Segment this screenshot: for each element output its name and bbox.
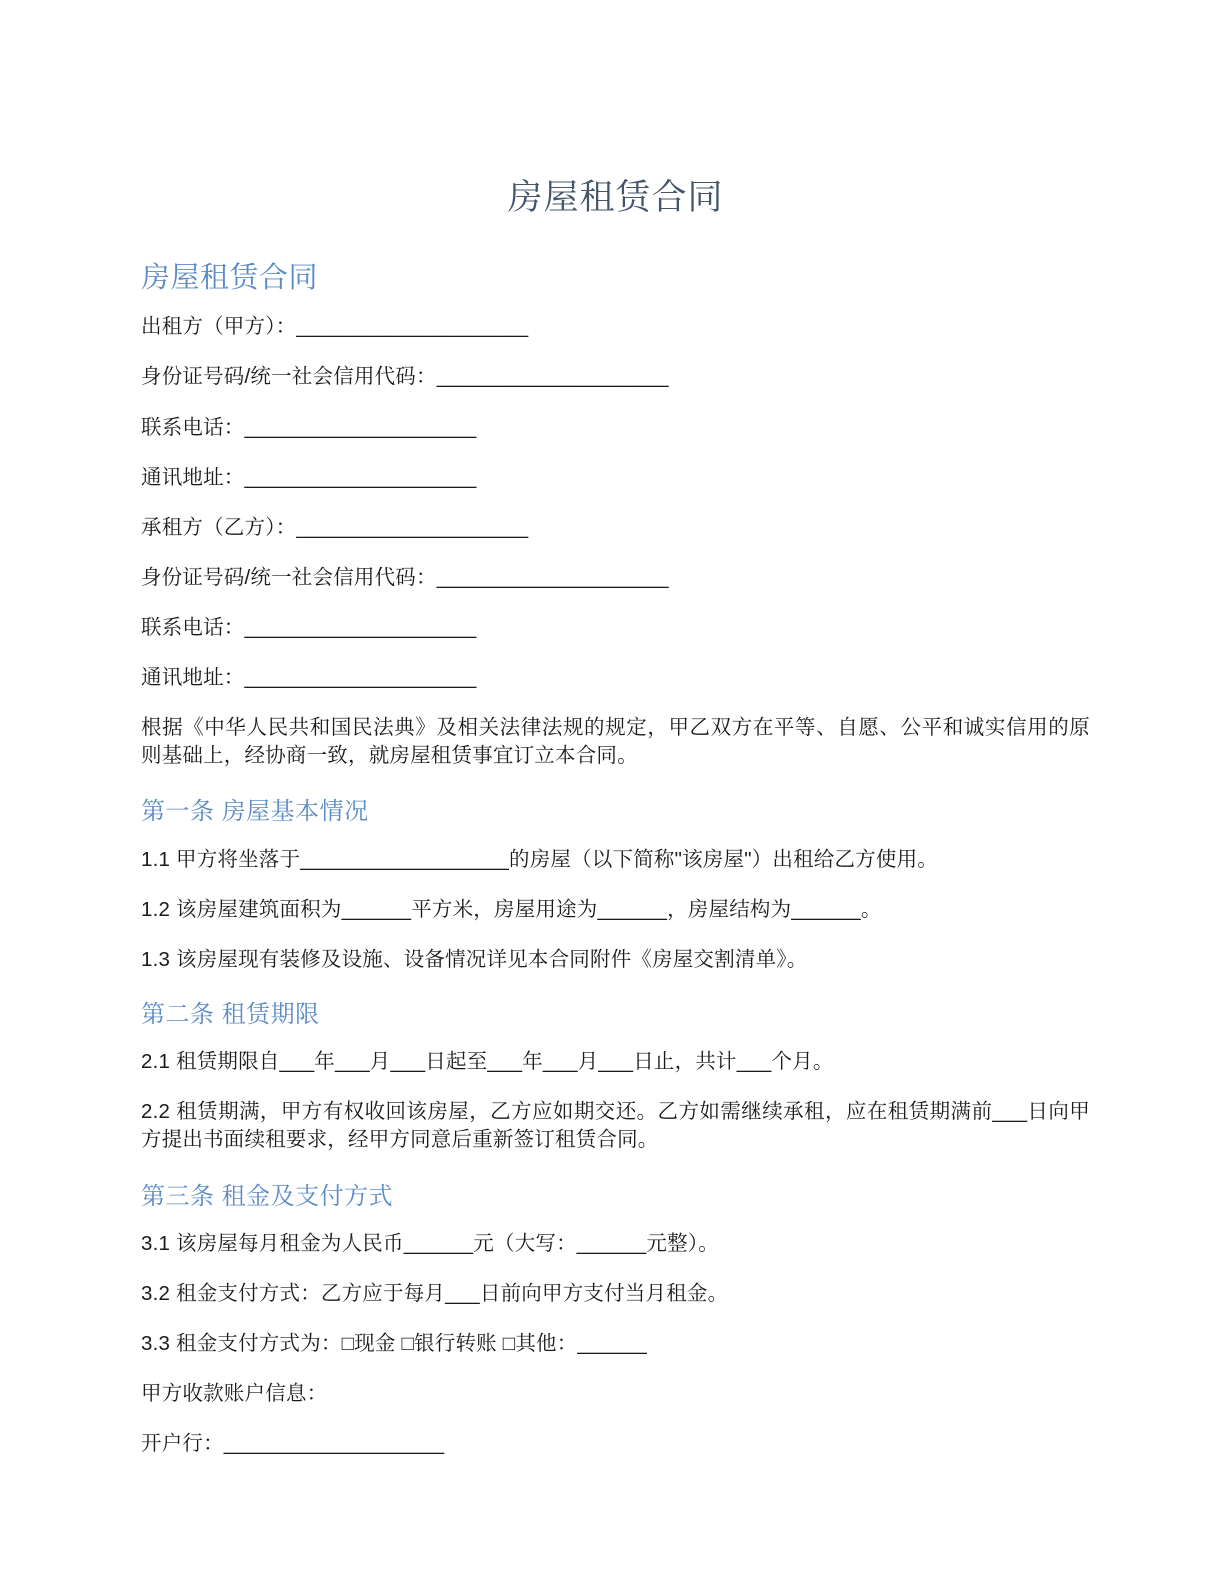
- party-line-lessee-phone: [141, 614, 1090, 641]
- party-label: 通讯地址：: [141, 665, 245, 689]
- party-line-lessee-name: [141, 514, 1090, 541]
- party-line-lessee-address: [141, 664, 1090, 691]
- party-label: 联系电话：: [141, 415, 245, 439]
- party-label: 通讯地址：: [141, 465, 245, 489]
- clause-2-1: 2.1 租赁期限自___年___月___日起至___年___月___日止，共计___个月。: [141, 1049, 834, 1073]
- clause-3-2: 3.2 租金支付方式：乙方应于每月___日前向甲方支付当月租金。: [141, 1281, 729, 1305]
- party-label: 出租方（甲方）：: [141, 315, 297, 339]
- clause-1-2: 1.2 该房屋建筑面积为______平方米，房屋用途为______，房屋结构为______。: [141, 897, 882, 921]
- party-label: 承租方（乙方）：: [141, 515, 297, 539]
- party-line-lessor-id: [141, 363, 1090, 390]
- section-heading-3: 第三条 租金及支付方式: [141, 1182, 394, 1210]
- party-label: 身份证号码/统一社会信用代码：: [141, 365, 437, 389]
- clause-1-3: 1.3 该房屋现有装修及设施、设备情况详见本合同附件《房屋交割清单》。: [141, 947, 808, 971]
- party-line-lessor-address: [141, 464, 1090, 491]
- party-label: 联系电话：: [141, 615, 245, 639]
- document-title: 房屋租赁合同: [507, 178, 724, 217]
- section-heading-2: 第二条 租赁期限: [141, 1000, 320, 1028]
- clause-1-1: 1.1 甲方将坐落于__________________的房屋（以下简称"该房屋"）出租给乙方使用。: [141, 847, 938, 871]
- preamble-paragraph: 根据《中华人民共和国民法典》及相关法律法规的规定，甲乙双方在平等、自愿、公平和诚实信用的原则基础上，经协商一致，就房屋租赁事宜订立本合同。: [141, 715, 1090, 768]
- fill-blank[interactable]: ____________________: [436, 365, 669, 389]
- fill-blank[interactable]: ____________________: [244, 415, 477, 439]
- fill-blank[interactable]: ____________________: [244, 465, 477, 489]
- clause-3-1: 3.1 该房屋每月租金为人民币______元（大写：______元整）。: [141, 1231, 719, 1255]
- fill-blank[interactable]: ____________________: [296, 515, 529, 539]
- fill-blank[interactable]: ____________________: [244, 665, 477, 689]
- party-label: 身份证号码/统一社会信用代码：: [141, 565, 437, 589]
- bank-name-line[interactable]: 开户行：___________________: [141, 1431, 445, 1455]
- section-heading-main: 房屋租赁合同: [141, 261, 319, 294]
- party-line-lessor-name: [141, 313, 1090, 340]
- party-line-lessee-id: [141, 564, 1090, 591]
- section-heading-1: 第一条 房屋基本情况: [141, 798, 369, 826]
- fill-blank[interactable]: ____________________: [296, 315, 529, 339]
- clause-3-3-payment-methods[interactable]: 3.3 租金支付方式为：□现金 □银行转账 □其他：______: [141, 1331, 648, 1355]
- clause-2-2: 2.2 租赁期满，甲方有权收回该房屋，乙方应如期交还。乙方如需继续承租，应在租赁期满前___日向甲方提出书面续租要求，经甲方同意后重新签订租赁合同。: [141, 1099, 1090, 1152]
- party-line-lessor-phone: [141, 414, 1090, 441]
- fill-blank[interactable]: ____________________: [244, 615, 477, 639]
- payee-account-label: 甲方收款账户信息：: [141, 1381, 328, 1405]
- fill-blank[interactable]: ____________________: [436, 565, 669, 589]
